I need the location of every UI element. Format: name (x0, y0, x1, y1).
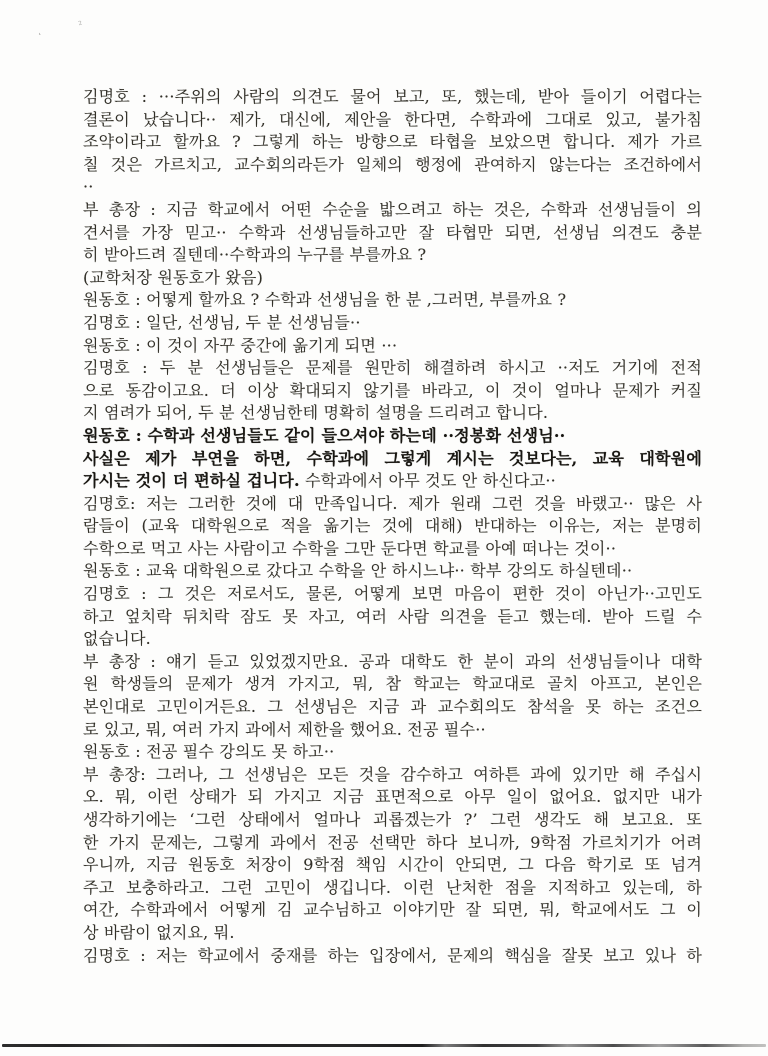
bold-text-segment: 가시는 것이 더 편하실 겁니다. (83, 471, 300, 491)
pen-mark: ² (77, 19, 85, 32)
text-line (83, 832, 702, 855)
text-segment: 오. 뭐, 이런 상태가 되 가지고 지금 표면적으로 아무 일이 없어요. 없지만 내가 (83, 787, 702, 807)
text-segment: 김명호 : 저는 학교에서 중재를 하는 입장에서, 문제의 핵심을 잘못 보고 있나 하 (83, 945, 702, 965)
pen-mark: ˛ (37, 25, 44, 37)
text-segment: 견서를 가장 믿고·· 수학과 선생님들하고만 잘 타협만 되면, 선생님 의견도 충분 (83, 222, 702, 242)
text-block (83, 86, 702, 967)
text-line (83, 131, 702, 154)
text-segment: 로 있고, 뭐, 여러 가지 과에서 제한을 했어요. 전공 필수·· (83, 719, 486, 739)
text-segment: 람들이 (교육 대학원으로 적을 옮기는 것에 대해) 반대하는 이유는, 저는 분명히 (83, 516, 702, 536)
text-line (83, 899, 702, 922)
text-line (83, 312, 702, 335)
text-line (83, 583, 702, 606)
text-line (83, 357, 702, 380)
text-segment: 원동호 : 교육 대학원으로 갔다고 수학을 안 하시느냐·· 학부 강의도 하실텐데·· (83, 561, 633, 581)
text-segment: 김명호 : 두 분 선생님들은 문제를 원만히 해결하려 하시고 ··저도 거기에 전적 (83, 358, 702, 378)
text-line (83, 176, 702, 199)
text-segment: 조약이라고 할까요 ? 그렇게 하는 방향으로 타협을 보았으면 합니다. 제가 가르 (83, 132, 702, 152)
text-segment: 칠 것은 가르치고, 교수회의라든가 일체의 행정에 관여하지 않는다는 조건하에서 (83, 154, 702, 174)
text-segment: 으로 동감이고요. 더 이상 확대되지 않기를 바라고, 이 것이 얼마나 문제가 커질 (83, 380, 702, 400)
text-segment: 부 총장: 그러나, 그 선생님은 모든 것을 감수하고 여하튼 과에 있기만 해 주십시 (83, 764, 702, 784)
text-line (83, 696, 702, 719)
text-segment: 지 염려가 되어, 두 분 선생님한테 명확히 설명을 드리려고 합니다. (83, 403, 549, 423)
text-segment: 결론이 났습니다·· 제가, 대신에, 제안을 한다면, 수학과에 그대로 있고, 불가침 (83, 109, 702, 129)
text-segment: 여간, 수학과에서 어떻게 김 교수님하고 이야기만 잘 되면, 뭐, 학교에서도 그 이 (83, 900, 702, 920)
text-segment: (교학처장 원동호가 왔음) (83, 267, 264, 287)
text-line (83, 809, 702, 832)
text-line (83, 86, 702, 109)
text-segment: 부 총장 : 지금 학교에서 어떤 수순을 밟으려고 하는 것은, 수학과 선생님들이 의 (83, 199, 702, 219)
text-line (83, 109, 702, 132)
text-line (83, 606, 702, 629)
text-line (83, 741, 702, 764)
text-line (83, 470, 702, 493)
text-segment: 생각하기에는 ‘그런 상태에서 얼마나 괴롭겠는가 ?’ 그런 생각도 해 보고요. 또 (83, 810, 702, 829)
text-line (83, 877, 702, 900)
text-line (83, 402, 702, 425)
text-segment: 원동호 : 어떻게 할까요 ? 수학과 선생님을 한 분 ,그러면, 부를까요 ? (83, 290, 567, 310)
text-segment: 상 바람이 없지요, 뭐. (83, 922, 235, 942)
text-segment: 수학과에서 아무 것도 안 하신다고·· (299, 471, 556, 491)
text-segment: ·· (83, 177, 94, 197)
text-line (83, 493, 702, 516)
text-segment: 우니까, 지금 원동호 처장이 9학점 책임 시간이 안되면, 그 다음 학기로 또 넘겨 (83, 855, 702, 875)
text-line (83, 222, 702, 245)
text-line (83, 289, 702, 312)
text-line (83, 538, 702, 561)
text-segment: 본인대로 고민이거든요. 그 선생님은 지금 과 교수회의도 참석을 못 하는 조건으 (83, 697, 702, 717)
bold-text-segment: 원동호 : 수학과 선생님들도 같이 들으셔야 하는데 ··정봉화 선생님·· (83, 425, 566, 445)
text-segment: 히 받아드려 질텐데··수학과의 누구를 부를까요 ? (83, 245, 427, 265)
text-segment: 원동호 : 전공 필수 강의도 못 하고·· (83, 742, 335, 762)
text-segment: 주고 보충하라고. 그런 고민이 생깁니다. 이런 난처한 점을 지적하고 있는데, 하 (83, 877, 702, 897)
text-line (83, 922, 702, 945)
text-segment: 김명호 : 일단, 선생님, 두 분 선생님들·· (83, 312, 361, 332)
text-line (83, 244, 702, 267)
text-line (83, 786, 702, 809)
text-segment: 부 총장 : 얘기 듣고 있었겠지만요. 공과 대학도 한 분이 과의 선생님들이나 대학 (83, 651, 702, 671)
text-segment: 김명호: 저는 그러한 것에 대 만족입니다. 제가 원래 그런 것을 바랬고·· 많은 사 (83, 493, 702, 513)
bold-text-segment: 사실은 제가 부연을 하면, 수학과에 그렇게 계시는 것보다는, 교육 대학원에 (83, 448, 702, 468)
text-line (83, 425, 702, 448)
scan-edge-artifact (2, 1044, 766, 1047)
text-line (83, 560, 702, 583)
text-line (83, 335, 702, 358)
text-segment: 하고 엎치락 뒤치락 잠도 못 자고, 여러 사람 의견을 듣고 했는데. 받아 드릴 수 (83, 606, 702, 626)
text-line (83, 673, 702, 696)
text-line (83, 199, 702, 222)
text-line (83, 945, 702, 968)
text-segment: 원동호 : 이 것이 자꾸 중간에 옮기게 되면 ··· (83, 335, 398, 355)
text-line (83, 651, 702, 674)
text-segment: 김명호 : 그 것은 저로서도, 물론, 어떻게 보면 마음이 편한 것이 아닌가··고민도 (83, 584, 702, 604)
text-line (83, 267, 702, 290)
text-segment: 없습니다. (83, 629, 151, 649)
text-line (83, 628, 702, 651)
text-segment: 원 학생들의 문제가 생겨 가지고, 뭐, 참 학교는 학교대로 골치 아프고, 본인은 (83, 674, 702, 694)
text-line (83, 380, 702, 403)
text-segment: 김명호 : ···주위의 사람의 의견도 물어 보고, 또, 했는데, 받아 들이기 어렵다는 (83, 87, 702, 106)
text-line (83, 448, 702, 471)
text-segment: 한 가지 문제는, 그렇게 과에서 전공 선택만 하다 보니까, 9학점 가르치기가 어려 (83, 832, 702, 852)
text-segment: 수학으로 먹고 사는 사람이고 수학을 그만 둔다면 학교를 아예 떠나는 것이·· (83, 538, 617, 558)
text-line (83, 154, 702, 177)
text-line (83, 854, 702, 877)
text-line (83, 764, 702, 787)
text-line (83, 515, 702, 538)
text-line (83, 719, 702, 742)
